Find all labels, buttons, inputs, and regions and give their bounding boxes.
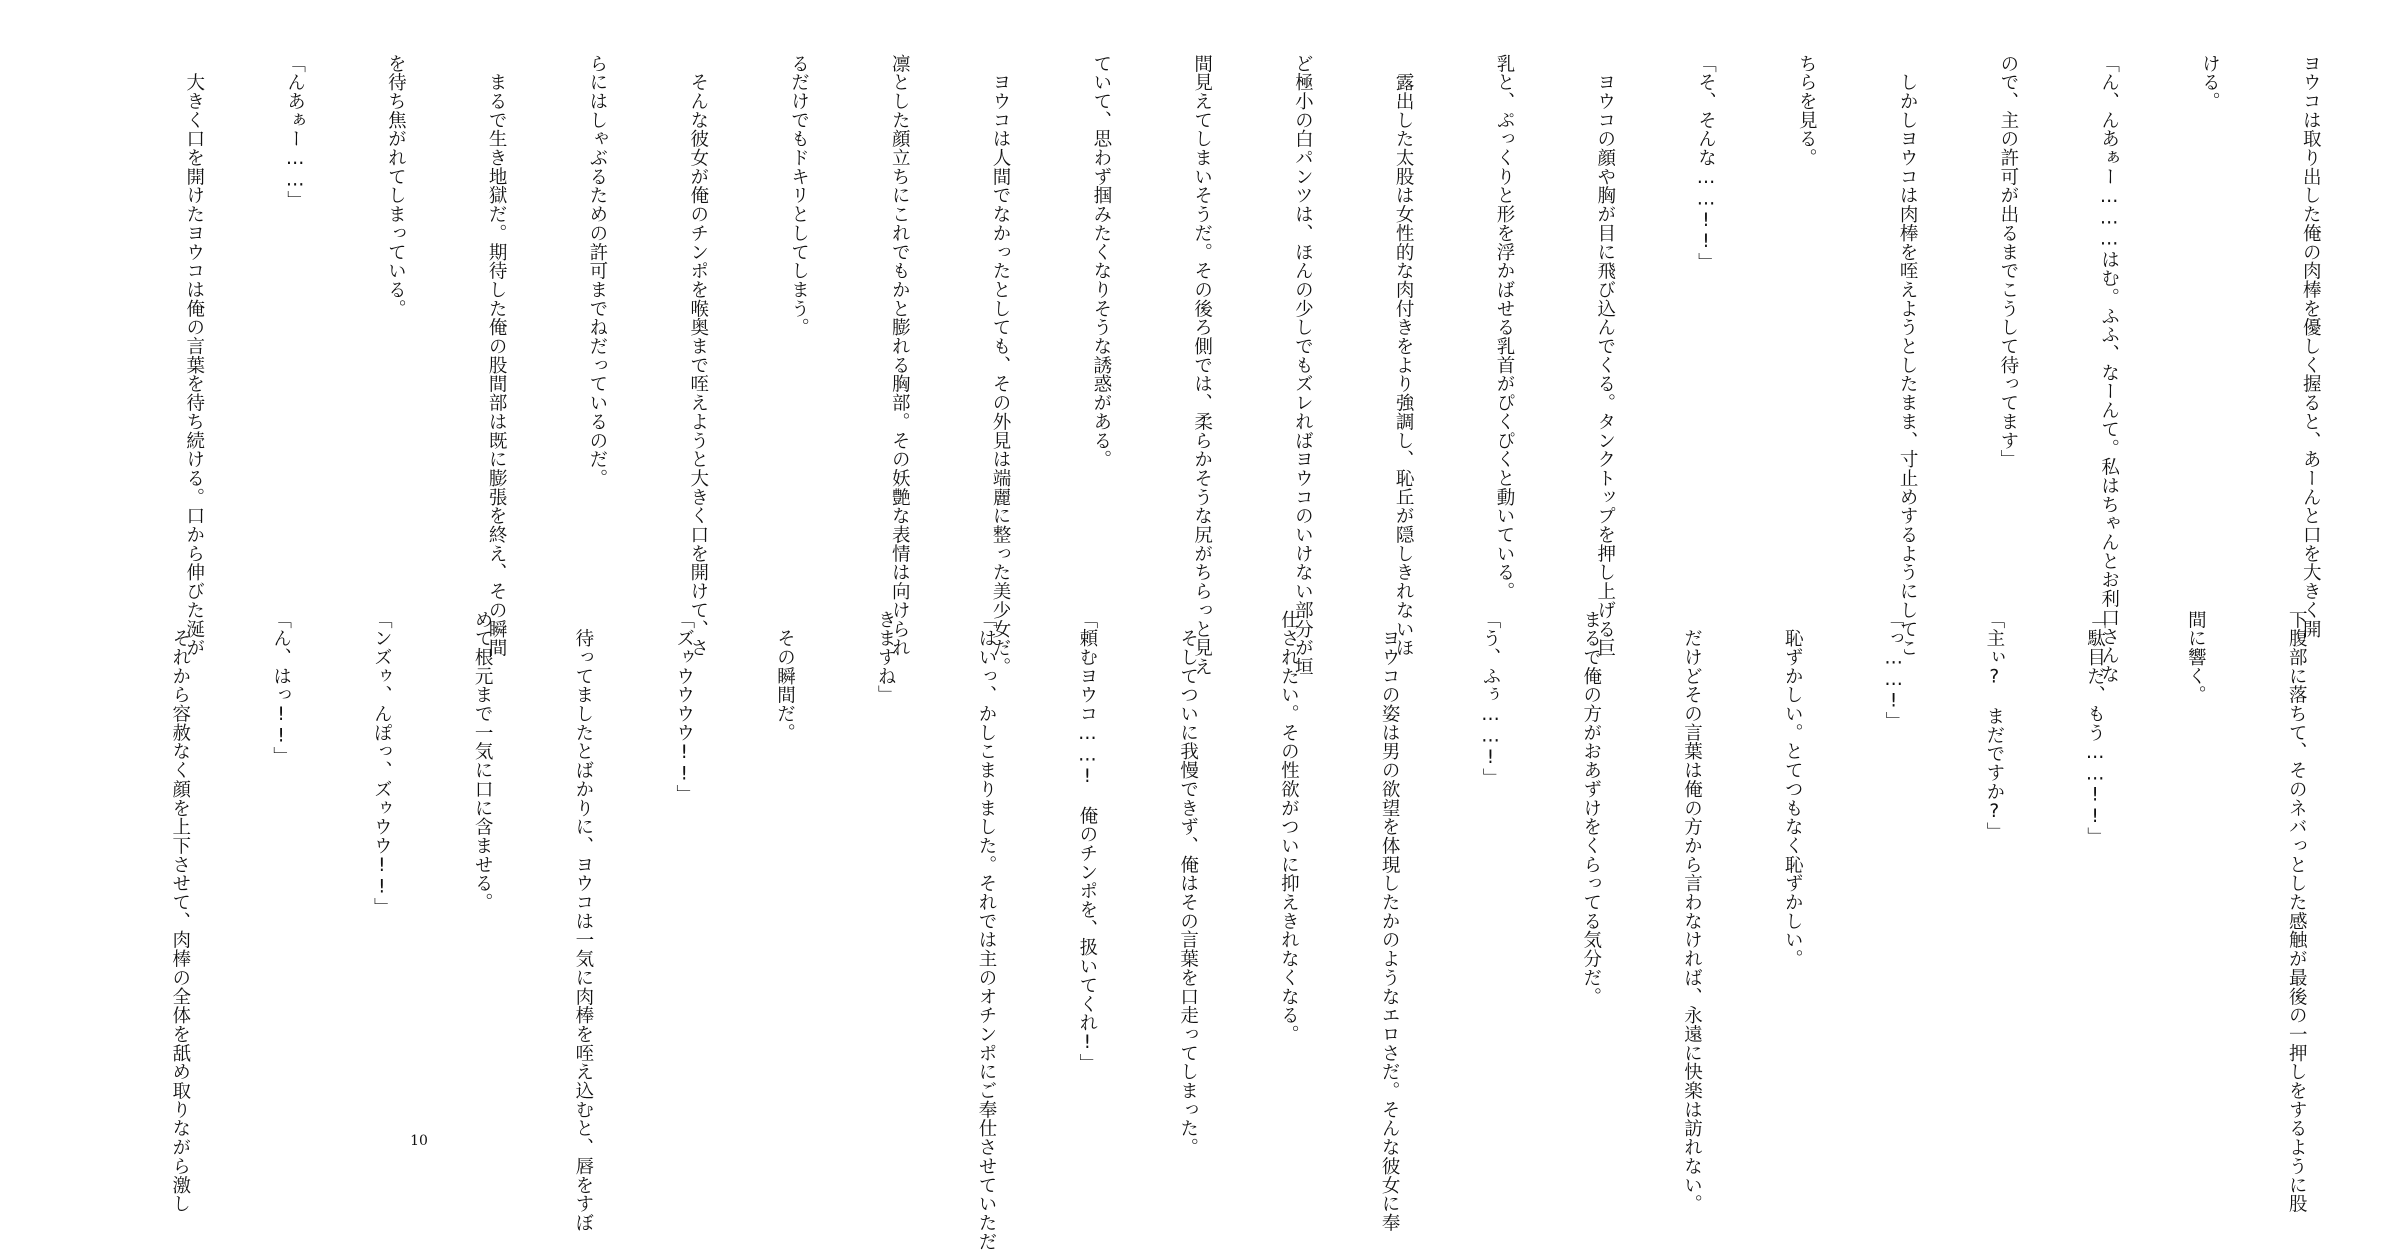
text-line: らにはしゃぶるための許可までねだっているのだ。 (586, 54, 608, 488)
text-line: 間に響く。 (2185, 610, 2207, 705)
text-line: 恥ずかしい。とてつもなく恥ずかしい。 (1782, 610, 1804, 969)
text-line: 「ん、んあぁー………はむ。ふふ、なーんて。私はちゃんとお利口さんな (2098, 54, 2120, 684)
text-line: しかしヨウコは肉棒を咥えようとしたまま、寸止めするようにしてこ (1897, 54, 1919, 658)
text-line: 「主ぃ? まだですか?」 (1983, 610, 2005, 842)
text-line: るだけでもドキリとしてしまう。 (788, 54, 810, 337)
text-line: そんな彼女が俺のチンポを喉奥まで咥えようと大きく口を開けて、さ (687, 54, 709, 658)
text-line: 大きく口を開けたヨウコは俺の言葉を待ち続ける。口から伸びた涎が (183, 54, 205, 658)
text-line: 「はいっ、かしこまりました。それでは主のオチンポにご奉仕させていただ (976, 610, 998, 1251)
text-line: 凛とした顔立ちにこれでもかと膨れる胸部。その妖艶な表情は向けられ (889, 54, 911, 658)
text-line: 「頼むヨウコ……! 俺のチンポを、扱いてくれ!」 (1076, 610, 1098, 1073)
text-line: めて根元まで一気に口に含ませる。 (472, 610, 494, 912)
text-line: 「駄目だ、もう……!!」 (2084, 610, 2106, 847)
text-line: ので、主の許可が出るまでこうして待ってます」 (1997, 54, 2019, 469)
text-line: 乳と、ぷっくりと形を浮かばせる乳首がぴくぴくと動いている。 (1493, 54, 1515, 601)
text-line: そしてついに我慢できず、俺はその言葉を口走ってしまった。 (1177, 610, 1199, 1157)
text-line: 露出した太股は女性的な肉付きをより強調し、恥丘が隠しきれないほ (1393, 54, 1415, 658)
text-line: ける。 (2199, 54, 2221, 111)
text-line: 「ンズゥ、んぽっ、ズゥウウ!!」 (371, 610, 393, 917)
text-line: を待ち焦がれてしまっている。 (385, 54, 407, 318)
text-line: それから容赦なく顔を上下させて、肉棒の全体を舐め取りながら激し (169, 610, 191, 1214)
text-line: 下腹部に落ちて、そのネバっとした感触が最後の一押しをするように股 (2286, 610, 2308, 1214)
text-line: ど極小の白パンツは、ほんの少しでもズレればヨウコのいけない部分が垣 (1292, 54, 1314, 677)
text-line: まるで生き地獄だ。期待した俺の股間部は既に膨張を終え、その瞬間 (486, 54, 508, 658)
text-line: 「ズゥウウウウ!!」 (673, 610, 695, 804)
text-line: 待ってましたとばかりに、ヨウコは一気に肉棒を咥え込むと、唇をすぼ (572, 610, 594, 1233)
text-line: 「そ、そんな……!!」 (1695, 54, 1717, 272)
text-line: まるで俺の方がおあずけをくらってる気分だ。 (1580, 610, 1602, 1006)
text-line: ヨウコは人間でなかったとしても、その外見は端麗に整った美少女だ。 (990, 54, 1012, 677)
text-line: 「う、ふぅ……!」 (1479, 610, 1501, 788)
text-line: 間見えてしまいそうだ。その後ろ側では、柔らかそうな尻がちらっと見え (1191, 54, 1213, 677)
text-line: 「んあぁー……」 (284, 54, 306, 210)
text-line: ヨウコの姿は男の欲望を体現したかのようなエロさだ。そんな彼女に奉 (1379, 610, 1401, 1233)
text-line: 仕されたい。その性欲がついに抑えきれなくなる。 (1278, 610, 1300, 1044)
text-line: ちらを見る。 (1796, 54, 1818, 168)
text-line: 「ん、はっ!!」 (270, 610, 292, 766)
text-line: ていて、思わず掴みたくなりそうな誘惑がある。 (1090, 54, 1112, 469)
text-line: その瞬間だ。 (774, 610, 796, 742)
text-line: ヨウコの顔や胸が目に飛び込んでくる。タンクトップを押し上げる巨 (1594, 54, 1616, 658)
page-number: 10 (410, 1133, 428, 1149)
text-line: ヨウコは取り出した俺の肉棒を優しく握ると、あーんと口を大きく開 (2300, 54, 2322, 639)
text-line: 「っ……!」 (1883, 610, 1905, 731)
text-line: だけどその言葉は俺の方から言わなければ、永遠に快楽は訪れない。 (1681, 610, 1703, 1214)
text-line: きますね」 (875, 610, 897, 705)
